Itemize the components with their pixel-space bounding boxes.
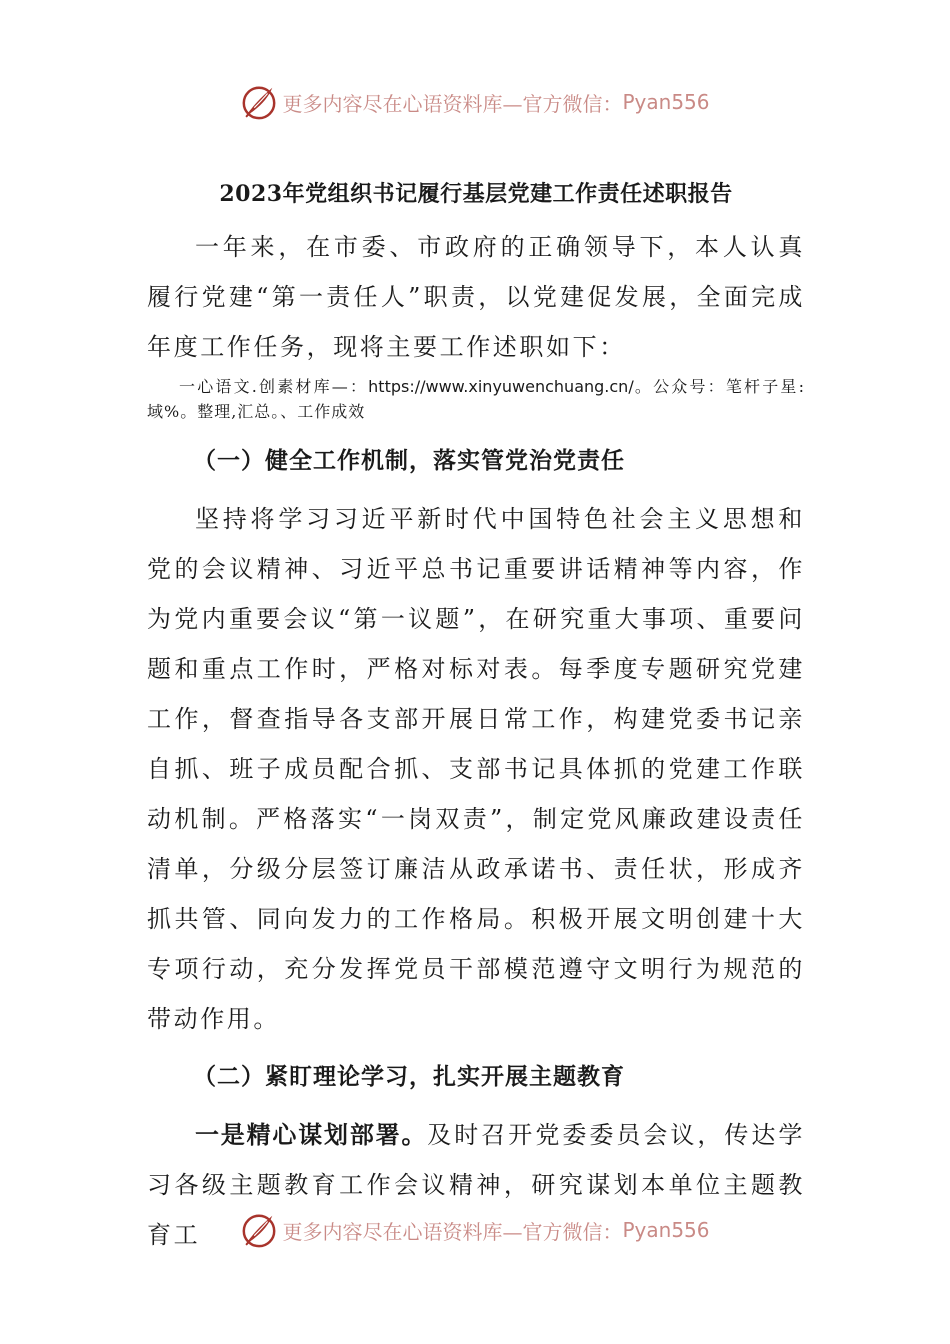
intro-paragraph: 一年来，在市委、市政府的正确领导下，本人认真履行党建“第一责任人”职责，以党建促发展，全面完成年度工作任务，现将主要工作述职如下：	[147, 233, 805, 361]
source-note-prefix: 一心语文.创素材库—：	[179, 377, 369, 396]
quill-pen-logo-icon	[240, 83, 278, 121]
source-note	[147, 374, 805, 424]
section2-body-text: 及时召开党委委员会议，传达学习各级主题教育工作会议精神，研究谋划本单位主题教育工	[147, 1121, 805, 1249]
source-note-suffix: 。公众号：笔杆子星:域%。整理,汇总。、工作成效	[147, 377, 805, 421]
watermark-wechat-id: Pyan556	[622, 90, 710, 114]
watermark-wechat-id: Pyan556	[622, 1218, 710, 1242]
watermark-banner-bottom	[0, 1208, 950, 1252]
section2-lead: 一是精心谋划部署。	[195, 1120, 428, 1149]
document-page	[147, 170, 805, 1260]
watermark-text: 更多内容尽在心语资料库—官方微信：	[282, 91, 623, 116]
section1-body: 坚持将学习习近平新时代中国特色社会主义思想和党的会议精神、习近平总书记重要讲话精神等内容，作为党内重要会议“第一议题”，在研究重大事项、重要问题和重点工作时，严格对标对表。每季度专题研究党建工作，督查指导各支部开展日常工作，构建党委书记亲自抓、班子成员配合抓、支部书记具体抓的党建工作联动机制。严格落实“一岗双责”，制定党风廉政建设责任清单，分级分层签订廉洁从政承诺书、责任状，形成齐抓共管、同向发力的工作格局。积极开展文明创建十大专项行动，充分发挥党员干部模范遵守文明行为规范的带动作用。	[147, 505, 805, 1033]
watermark-text: 更多内容尽在心语资料库—官方微信：	[282, 1219, 623, 1244]
section1-heading: （一）健全工作机制，落实管党治党责任	[193, 447, 625, 474]
section2-heading: （二）紧盯理论学习，扎实开展主题教育	[193, 1063, 625, 1090]
watermark-banner-top	[0, 80, 950, 124]
document-title: 2023年党组织书记履行基层党建工作责任述职报告	[219, 181, 733, 207]
quill-pen-logo-icon	[240, 1211, 278, 1249]
source-note-url: https://www.xinyuwenchuang.cn/	[368, 377, 634, 396]
